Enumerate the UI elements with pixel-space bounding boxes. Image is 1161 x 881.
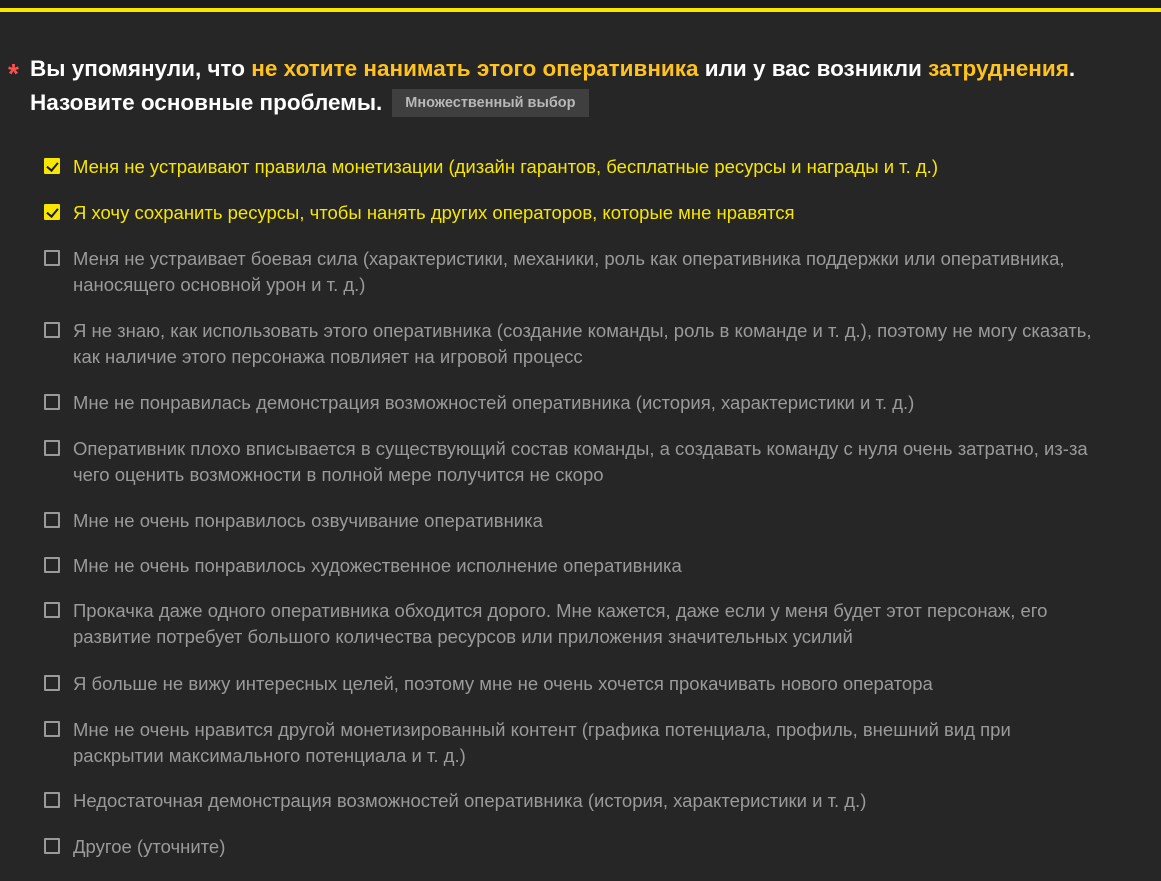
option-save-resources[interactable] [44, 200, 1104, 226]
option-monetization[interactable] [44, 154, 1104, 180]
checkbox[interactable] [44, 557, 60, 573]
question-highlight-2: затруднения [928, 56, 1069, 81]
question-highlight-1: не хотите нанимать этого оперативника [251, 56, 699, 81]
checkbox[interactable] [44, 792, 60, 808]
option-other-monetized[interactable] [44, 717, 1104, 769]
option-label: Прокачка даже одного оперативника обходится дорого. Мне кажется, даже если у меня будет этот персонаж, его развитие потребует большого количества ресурсов или приложения значительных усилий [73, 600, 1048, 647]
top-accent-line [0, 8, 1161, 12]
question-text-part2: или у вас возникли [698, 56, 929, 81]
checkbox[interactable] [44, 250, 60, 266]
checkbox[interactable] [44, 394, 60, 410]
option-label: Я больше не вижу интересных целей, поэтому мне не очень хочется прокачивать нового оператора [73, 673, 933, 694]
question-title [30, 52, 1138, 120]
option-label: Мне не понравилась демонстрация возможностей оперативника (история, характеристики и т. д.) [73, 392, 915, 413]
checkbox[interactable] [44, 512, 60, 528]
checkbox[interactable] [44, 204, 60, 220]
option-insufficient-demo[interactable] [44, 788, 1104, 814]
question-text-part3: . Назовите основные проблемы. [30, 56, 1076, 115]
checkbox[interactable] [44, 440, 60, 456]
option-label: Я хочу сохранить ресурсы, чтобы нанять других операторов, которые мне нравятся [73, 202, 795, 223]
option-upgrade-cost[interactable] [44, 598, 1104, 650]
option-label: Другое (уточните) [73, 836, 226, 857]
option-label: Мне не очень нравится другой монетизированный контент (графика потенциала, профиль, внешний вид при раскрытии максимального потенциала и т. д.) [73, 719, 1011, 766]
option-dont-know-usage[interactable] [44, 318, 1104, 370]
option-label: Оперативник плохо вписывается в существующий состав команды, а создавать команду с нуля очень затратно, из-за чего оценить возможности в полной мере получится не скоро [73, 438, 1088, 485]
option-other[interactable] [44, 834, 1104, 860]
option-label: Недостаточная демонстрация возможностей оперативника (история, характеристики и т. д.) [73, 790, 867, 811]
option-no-goals[interactable] [44, 671, 1104, 697]
checkbox[interactable] [44, 721, 60, 737]
option-voice[interactable] [44, 508, 1104, 534]
option-label: Мне не очень понравилось озвучивание оперативника [73, 510, 543, 531]
question-block [8, 52, 1138, 120]
option-combat-power[interactable] [44, 246, 1104, 298]
option-label: Мне не очень понравилось художественное исполнение оперативника [73, 555, 682, 576]
checkbox[interactable] [44, 675, 60, 691]
option-label: Меня не устраивают правила монетизации (дизайн гарантов, бесплатные ресурсы и награды и т. д.) [73, 156, 938, 177]
checkbox[interactable] [44, 322, 60, 338]
question-text-part1: Вы упомянули, что [30, 56, 252, 81]
top-bar [0, 0, 1161, 8]
required-mark: * [8, 58, 19, 89]
option-art[interactable] [44, 553, 1104, 579]
option-team-fit[interactable] [44, 436, 1104, 488]
checkbox[interactable] [44, 158, 60, 174]
option-demo-disliked[interactable] [44, 390, 1104, 416]
multiple-choice-badge: Множественный выбор [392, 89, 588, 117]
checkbox[interactable] [44, 602, 60, 618]
checkmark-icon [46, 205, 58, 218]
option-label: Меня не устраивает боевая сила (характеристики, механики, роль как оперативника поддержки или оперативника, наносящего основной урон и т. д.) [73, 248, 1065, 295]
checkmark-icon [46, 159, 58, 172]
checkbox[interactable] [44, 838, 60, 854]
option-label: Я не знаю, как использовать этого оперативника (создание команды, роль в команде и т. д.), поэтому не могу сказать, как наличие этого персонажа повлияет на игровой процесс [73, 320, 1092, 367]
